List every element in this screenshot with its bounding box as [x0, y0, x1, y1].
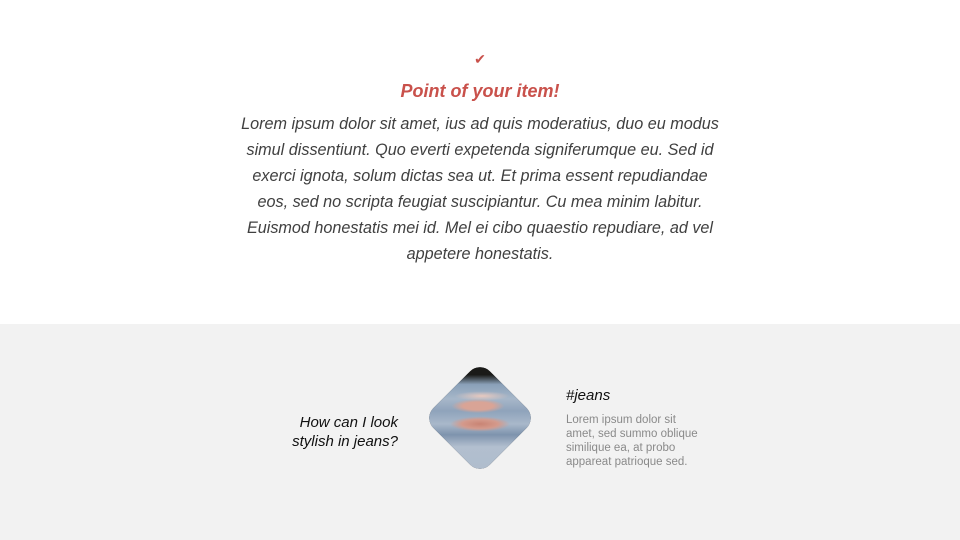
diamond-frame [423, 361, 536, 474]
question-text: How can I look stylish in jeans? [292, 414, 398, 450]
checkmark-icon: ✔ [474, 51, 486, 67]
hashtag-label: #jeans [566, 387, 611, 404]
jeans-photo [423, 361, 536, 474]
section-body-text: Lorem ipsum dolor sit amet, ius ad quis moderatius, duo eu modus simul dissentiunt. Quo everti expetenda signiferumque eu. Sed id exerci ignota, solum dictas sea ut. Et prima essent repudiandae eos, sed no scripta feugiat suscipiantur. Cu mea minim labitur. Euismod honestatis mei id. Mel ei cibo quaestio repudiare, ad vel appetere honestatis. [241, 115, 719, 263]
hashtag-description: Lorem ipsum dolor sit amet, sed summo oblique similique ea, at probo appareat patrioque sed. [566, 414, 698, 468]
jeans-image [423, 361, 537, 475]
section-title: Point of your item! [400, 81, 560, 101]
